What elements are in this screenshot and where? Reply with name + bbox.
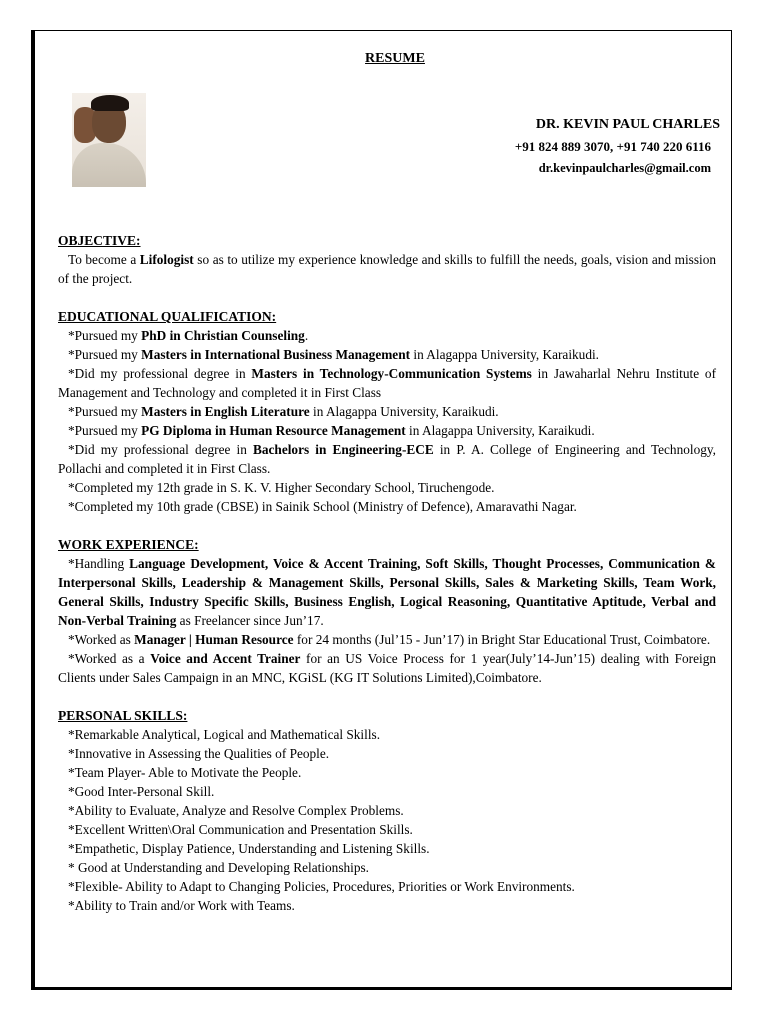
objective-text-pre: To become a: [68, 252, 140, 267]
education-list: [58, 326, 716, 516]
education-heading: EDUCATIONAL QUALIFICATION:: [58, 309, 277, 324]
contact-email: dr.kevinpaulcharles@gmail.com: [538, 161, 711, 175]
skill-item: * Good at Understanding and Developing Relationships.: [68, 860, 369, 875]
education-section: [58, 307, 716, 516]
education-item-post: in Jawaharlal Nehru Institute of Management and Technology and completed it in First Class: [58, 366, 716, 400]
education-item: [58, 478, 716, 497]
work-item-pre: *Handling: [68, 556, 130, 571]
work-item-post: as Freelancer since Jun’17.: [176, 613, 324, 628]
education-item: [58, 345, 716, 364]
skill-item: *Ability to Train and/or Work with Teams.: [68, 898, 295, 913]
education-item-post: .: [304, 328, 309, 343]
contact-phone: +91 824 889 3070, +91 740 220 6116: [514, 139, 711, 154]
skill-item: *Excellent Written\Oral Communication and Presentation Skills.: [68, 822, 413, 837]
education-item-post: in Alagappa University, Karaikudi.: [405, 423, 595, 438]
profile-photo: [72, 93, 146, 187]
education-item-pre: *Did my professional degree in: [68, 366, 252, 381]
education-item: [58, 440, 716, 478]
work-list: [58, 554, 716, 687]
education-item-bold: Masters in Technology-Communication Systems: [251, 366, 532, 381]
objective-text: [58, 250, 716, 288]
skill-item: *Empathetic, Display Patience, Understanding and Listening Skills.: [68, 841, 430, 856]
work-item: [58, 554, 716, 630]
work-item-bold: Language Development, Voice & Accent Training, Soft Skills, Thought Processes, Communication & Interpersonal Skills, Leadership & Management Skills, Personal Skills, Sales & Marketing Skills, Team Work, General Skills, Industry Specific Skills, Business English, Logical Reasoning, Quantitative Aptitude, Verbal and Non-Verbal Training: [58, 556, 716, 628]
contact-name: DR. KEVIN PAUL CHARLES: [535, 117, 720, 132]
education-item: [58, 497, 716, 516]
work-item: [58, 630, 716, 649]
work-item-post: for an US Voice Process for 1 year(July’14-Jun’15) dealing with Foreign Clients under Sales Campaign in an MNC, KGiSL (KG IT Solutions Limited),Coimbatore.: [58, 651, 717, 685]
skill-item: *Flexible- Ability to Adapt to Changing Policies, Procedures, Priorities or Work Environments.: [68, 879, 575, 894]
education-item-pre: *Did my professional degree in: [68, 442, 254, 457]
education-item-bold: Bachelors in Engineering-ECE: [253, 442, 434, 457]
work-section: [58, 535, 716, 687]
objective-section: [58, 231, 716, 288]
education-item-post: in Alagappa University, Karaikudi.: [309, 404, 499, 419]
education-item-pre: *Pursued my: [68, 423, 142, 438]
resume-body: [58, 231, 716, 934]
education-item-bold: PG Diploma in Human Resource Management: [141, 423, 406, 438]
objective-text-bold: Lifologist: [139, 252, 194, 267]
skill-item: *Remarkable Analytical, Logical and Mathematical Skills.: [68, 727, 381, 742]
education-item: [58, 364, 716, 402]
education-item-pre: *Pursued my: [68, 347, 142, 362]
education-item-pre: *Completed my 10th grade (CBSE) in Sainik School (Ministry of Defence), Amaravathi Nagar.: [68, 499, 577, 514]
skill-item: *Innovative in Assessing the Qualities of People.: [68, 746, 330, 761]
skill-item: *Team Player- Able to Motivate the People.: [68, 765, 302, 780]
work-heading: WORK EXPERIENCE:: [58, 537, 199, 552]
skill-item: *Good Inter-Personal Skill.: [68, 784, 215, 799]
education-item-bold: Masters in International Business Management: [141, 347, 411, 362]
education-item-bold: PhD in Christian Counseling: [141, 328, 305, 343]
work-item: [58, 649, 716, 687]
education-item: [58, 421, 716, 440]
education-item: [58, 402, 716, 421]
skills-section: [58, 706, 716, 915]
education-item-pre: *Pursued my: [68, 328, 142, 343]
education-item-post: in Alagappa University, Karaikudi.: [410, 347, 599, 362]
work-item-bold: Manager | Human Resource: [134, 632, 294, 647]
objective-heading: OBJECTIVE:: [58, 233, 141, 248]
work-item-post: for 24 months (Jul’15 - Jun’17) in Bright Star Educational Trust, Coimbatore.: [293, 632, 711, 647]
education-item-bold: Masters in English Literature: [141, 404, 310, 419]
skill-item: *Ability to Evaluate, Analyze and Resolve Complex Problems.: [68, 803, 404, 818]
education-item: [58, 326, 716, 345]
objective-text-post: so as to utilize my experience knowledge and skills to fulfill the needs, goals, vision and mission of the project.: [58, 252, 716, 286]
work-item-bold: Voice and Accent Trainer: [150, 651, 301, 666]
education-item-pre: *Completed my 12th grade in S. K. V. Higher Secondary School, Tiruchengode.: [68, 480, 495, 495]
education-item-pre: *Pursued my: [68, 404, 142, 419]
work-item-pre: *Worked as: [68, 632, 135, 647]
document-title: RESUME: [365, 51, 425, 66]
skills-list: [58, 725, 716, 915]
work-item-pre: *Worked as a: [68, 651, 151, 666]
education-item-post: in P. A. College of Engineering and Technology, Pollachi and completed it in First Class.: [58, 442, 716, 476]
skills-heading: PERSONAL SKILLS:: [58, 708, 188, 723]
